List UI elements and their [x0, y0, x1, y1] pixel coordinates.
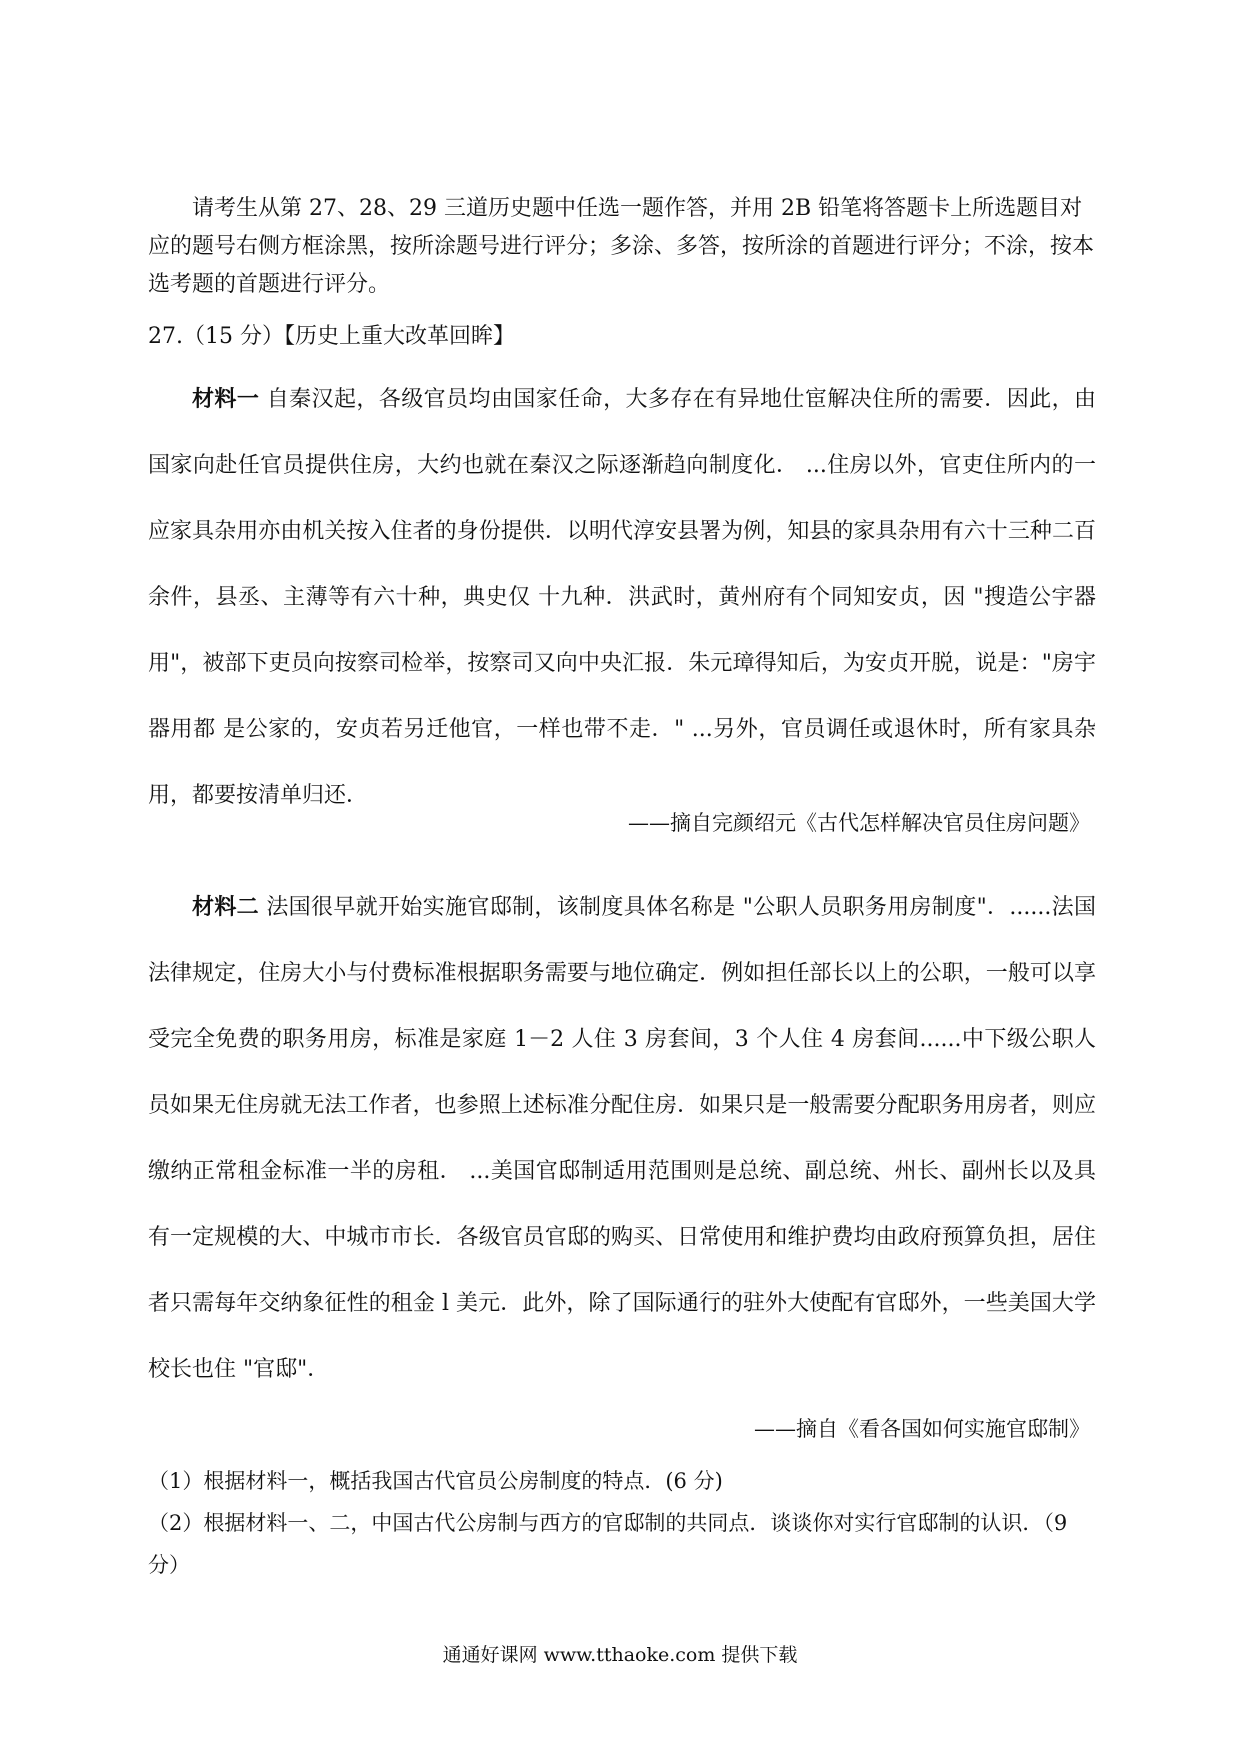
material-one-source: ——摘自完颜绍元《古代怎样解决官员住房问题》 — [628, 811, 1090, 835]
material-two-label: 材料二 — [192, 894, 260, 920]
question-header: 27.（15 分）【历史上重大改革回眸】 — [148, 324, 515, 349]
material-one-text: 自秦汉起，各级官员均由国家任命，大多存在有异地仕宦解决住所的需要．因此，由国家向赴任官员提供住房，大约也就在秦汉之际逐渐趋向制度化． ...住房以外，官吏住所内的一应家具杂用亦由机关按入住者的身份提供．以明代淳安县署为例，知县的家具杂用有六十三种二百余件，县丞、主薄等有六十种，典史仅 十九种．洪武时，黄州府有个同知安贞，因 "搜造公宇器用"，被部下吏员向按察司检举，按察司又向中央汇报．朱元璋得知后，为安贞开脱，说是："房宇器用都 是公家的，安贞若另迁他官，一样也带不走．" ...另外，官员调任或退休时，所有家具杂用，都要按清单归还． — [148, 387, 1096, 808]
material-one — [148, 366, 1096, 829]
material-two-source: ——摘自《看各国如何实施官邸制》 — [754, 1417, 1090, 1441]
material-two-text: 法国很早就开始实施官邸制，该制度具体名称是 "公职人员职务用房制度"．......法国法律规定，住房大小与付费标准根据职务需要与地位确定．例如担任部长以上的公职，一般可以享受完全免费的职务用房，标准是家庭 1－2 人住 3 房套间，3 个人住 4 房套间......中下级公职人员如果无住房就无法工作者，也参照上述标准分配住房．如果只是一般需要分配职务用房者，则应缴纳正常租金标准一半的房租． ...美国官邸制适用范围则是总统、副总统、州长、副州长以及具有一定规模的大、中城市市长．各级官员官邸的购买、日常使用和维护费均由政府预算负担，居住者只需每年交纳象征性的租金 l 美元．此外，除了国际通行的驻外大使配有官邸外，一些美国大学校长也住 "官邸"． — [148, 895, 1096, 1382]
question-list — [148, 1460, 1096, 1586]
page-footer: 通通好课网 www.tthaoke.com 提供下载 — [442, 1644, 798, 1666]
material-two — [148, 874, 1096, 1403]
exam-instructions: 请考生从第 27、28、29 三道历史题中任选一题作答，并用 2B 铅笔将答题卡上所选题目对应的题号右侧方框涂黑，按所涂题号进行评分；多涂、多答，按所涂的首题进行评分；不涂，按本选考题的首题进行评分。 — [148, 196, 1095, 297]
material-one-label: 材料一 — [192, 386, 260, 412]
question-item: （1）根据材料一，概括我国古代官员公房制度的特点．(6 分) — [148, 1469, 723, 1493]
question-item: （2）根据材料一、二，中国古代公房制与西方的官邸制的共同点．谈谈你对实行官邸制的认识．（9 分） — [148, 1511, 1068, 1577]
